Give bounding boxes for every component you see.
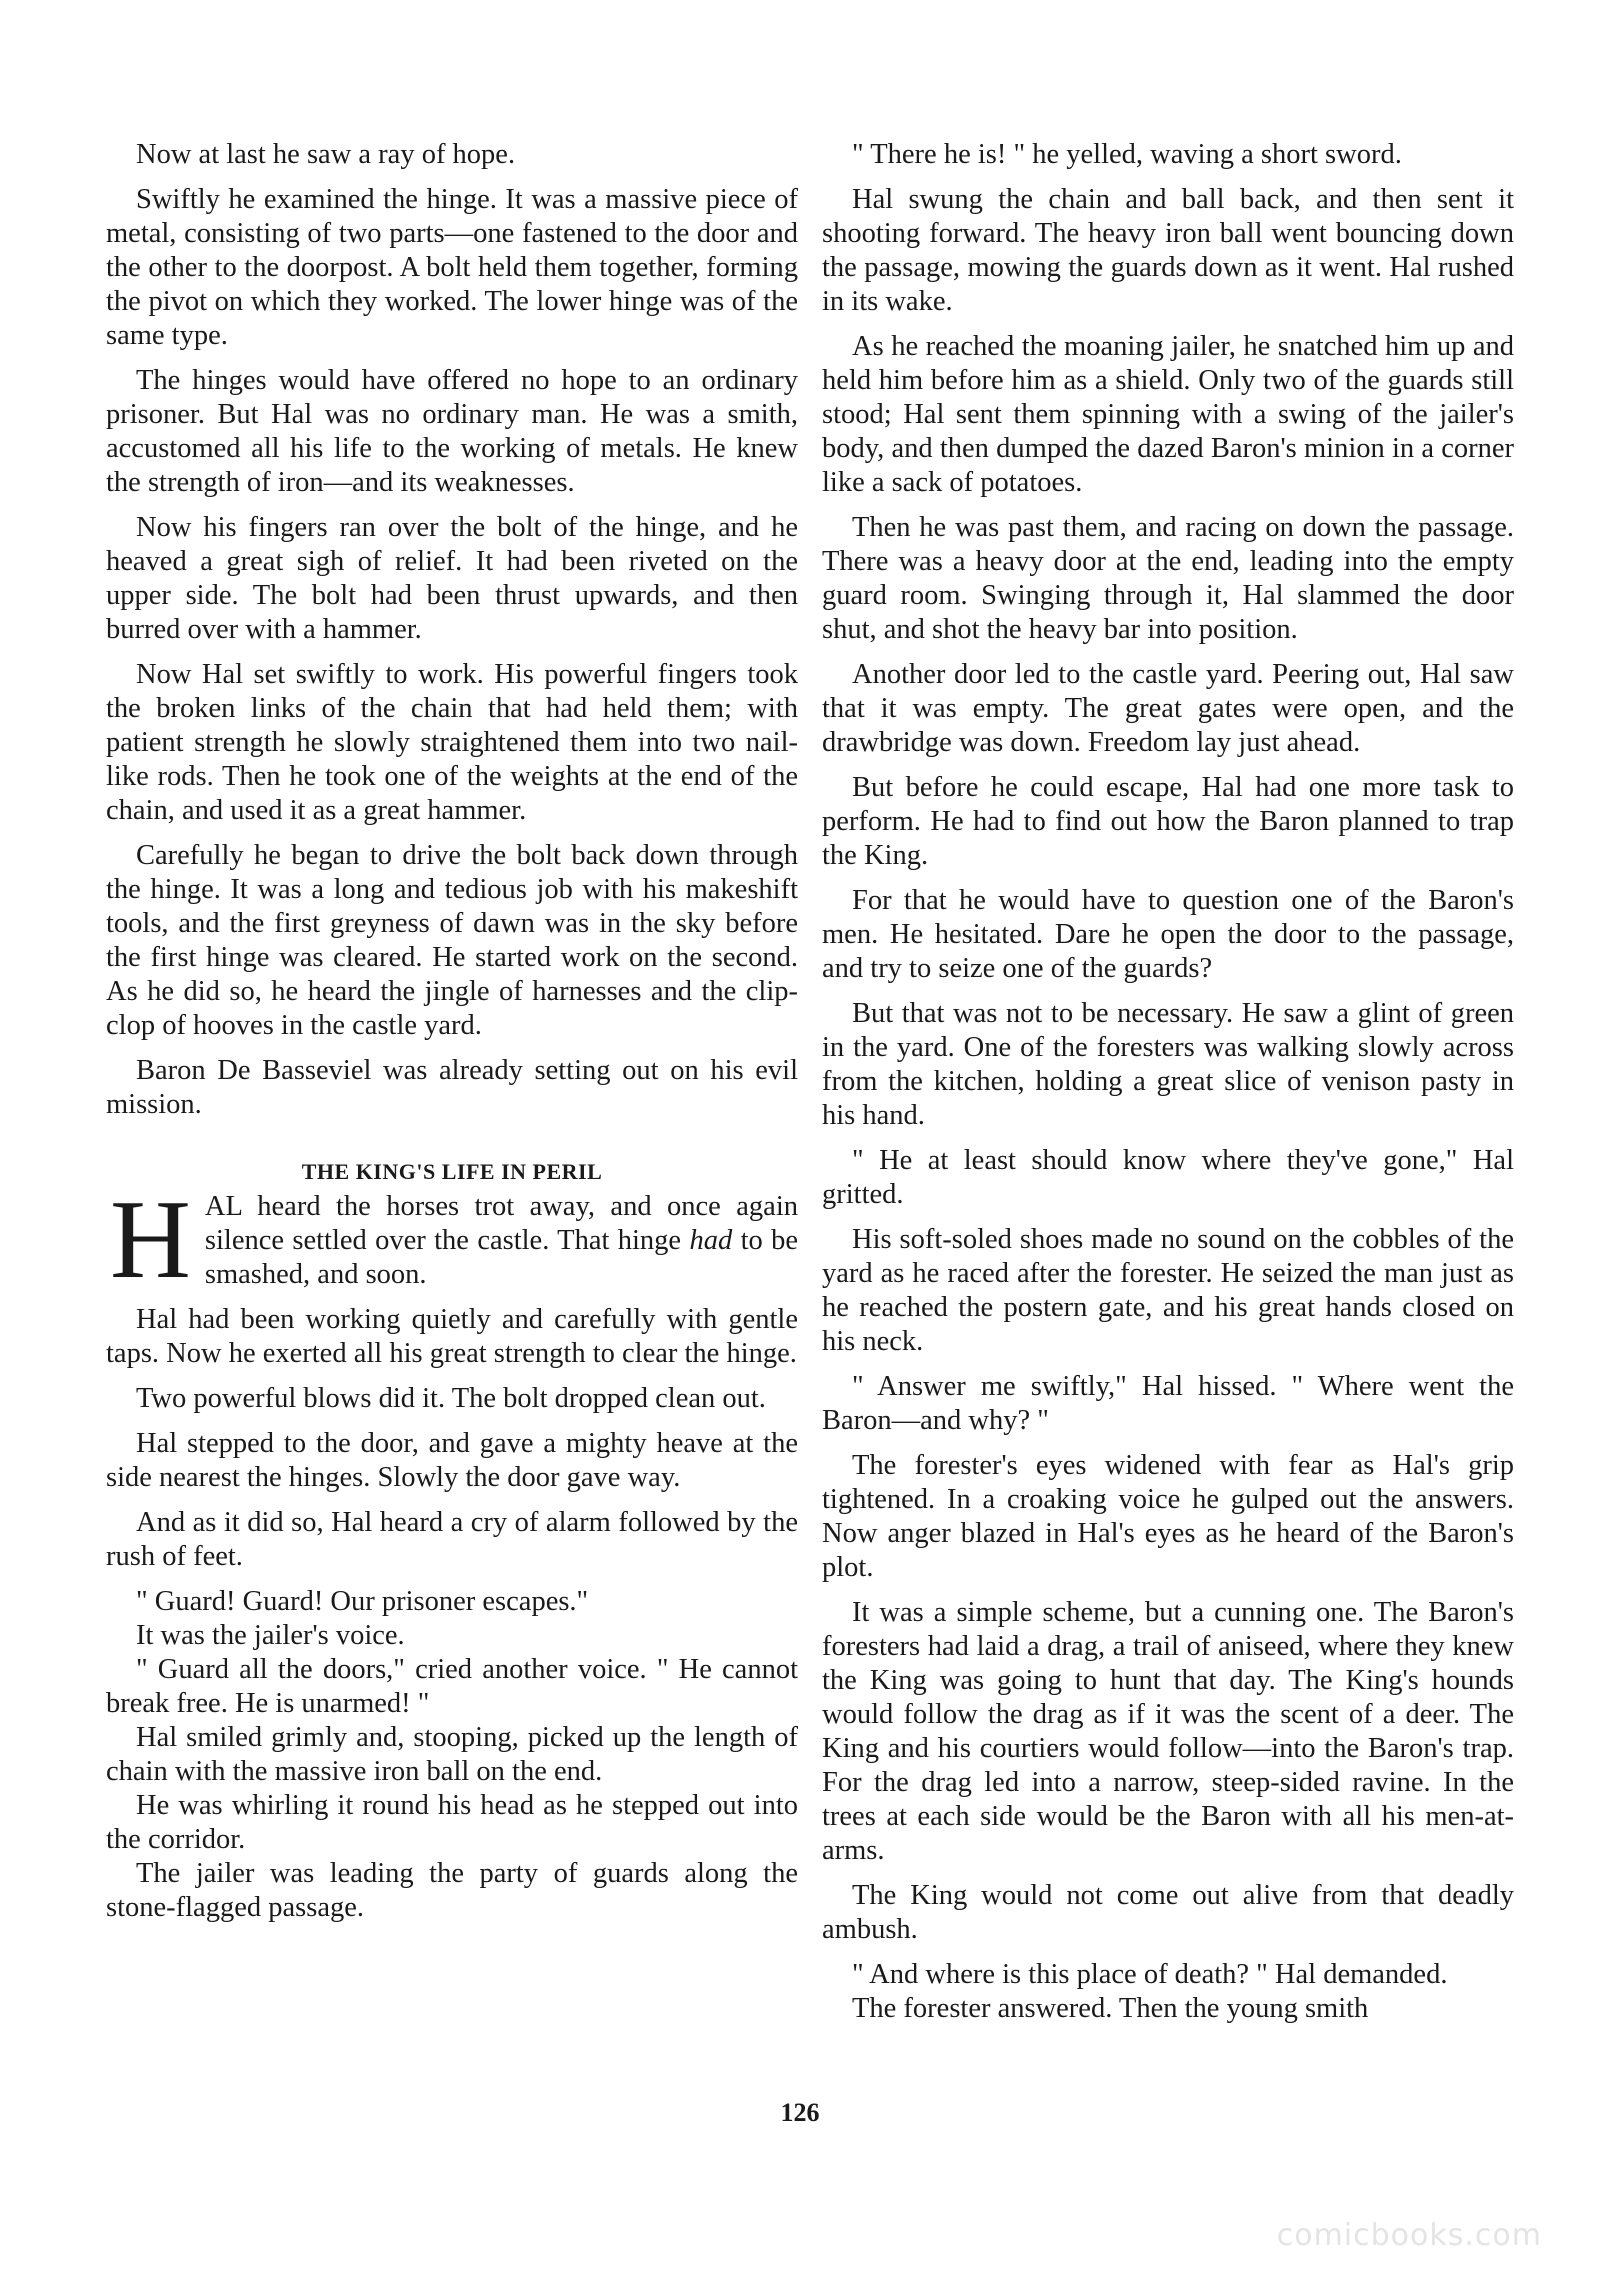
paragraph: The hinges would have offered no hope to an ordinary prisoner. But Hal was no ordinary man. He was a smith, accustomed all his life to the working of metals. He knew the strength of iron—and its weaknesses. <box>106 365 798 498</box>
emphasis-text: had <box>689 1225 733 1256</box>
paragraph: And as it did so, Hal heard a cry of alarm followed by the rush of feet. <box>106 1507 798 1572</box>
watermark: comicbooks.com <box>1276 2218 1542 2253</box>
paragraph: But that was not to be necessary. He saw a glint of green in the yard. One of the foresters was walking slowly across from the kitchen, holding a great slice of venison pasty in his hand. <box>822 998 1514 1131</box>
paragraph: Hal smiled grimly and, stooping, picked up the length of chain with the massive iron ball on the end. <box>106 1722 798 1787</box>
paragraph: Hal stepped to the door, and gave a mighty heave at the side nearest the hinges. Slowly the door gave way. <box>106 1428 798 1493</box>
dropcap-text-start: AL heard the horses trot away, and once again silence settled over the castle. That hinge <box>204 1191 798 1256</box>
paragraph: The King would not come out alive from that deadly ambush. <box>822 1880 1514 1945</box>
paragraph: Swiftly he examined the hinge. It was a massive piece of metal, consisting of two parts—one fastened to the door and the other to the doorpost. A bolt held them together, forming the pivot on which they worked. The lower hinge was of the same type. <box>106 184 798 351</box>
paragraph: It was the jailer's voice. <box>136 1620 405 1651</box>
dialogue-line: " Answer me swiftly," Hal hissed. " Where went the Baron—and why? " <box>822 1371 1514 1436</box>
paragraph: His soft-soled shoes made no sound on the cobbles of the yard as he raced after the forester. He seized the man just as he reached the postern gate, and his great hands closed on his neck. <box>822 1224 1514 1357</box>
paragraph: It was a simple scheme, but a cunning one. The Baron's foresters had laid a drag, a trail of aniseed, where they knew the King was going to hunt that day. The King's hounds would follow the drag as if it was the scent of a deer. The King and his courtiers would follow—into the Baron's trap. For the drag led into a narrow, steep-sided ravine. In the trees at each side would be the Baron with all his men-at-arms. <box>822 1597 1514 1866</box>
paragraph: Hal had been working quietly and carefully with gentle taps. Now he exerted all his great strength to clear the hinge. <box>106 1304 798 1369</box>
dropcap-paragraph <box>106 1178 798 1302</box>
paragraph: The forester answered. Then the young smith <box>852 1993 1369 2024</box>
drop-cap: H <box>110 1178 191 1302</box>
paragraph: Now his fingers ran over the bolt of the hinge, and he heaved a great sigh of relief. It had been riveted on the upper side. The bolt had been thrust upwards, and then burred over with a hammer. <box>106 512 798 645</box>
paragraph: Hal swung the chain and ball back, and then sent it shooting forward. The heavy iron ball went bouncing down the passage, mowing the guards down as it went. Hal rushed in its wake. <box>822 184 1514 317</box>
paragraph: Two powerful blows did it. The bolt dropped clean out. <box>136 1383 766 1414</box>
dropcap-text-end: to be smashed, and soon. <box>204 1225 798 1290</box>
paragraph: The forester's eyes widened with fear as Hal's grip tightened. In a croaking voice he gulped out the answers. Now anger blazed in Hal's eyes as he heard of the Baron's plot. <box>822 1450 1514 1583</box>
paragraph: For that he would have to question one of the Baron's men. He hesitated. Dare he open the door to the passage, and try to seize one of the guards? <box>822 885 1514 984</box>
paragraph: He was whirling it round his head as he stepped out into the corridor. <box>106 1790 798 1855</box>
left-column <box>106 138 798 1925</box>
paragraph: As he reached the moaning jailer, he snatched him up and held him before him as a shield. Only two of the guards still stood; Hal sent them spinning with a swing of the jailer's body, and then dumped the dazed Baron's minion in a corner like a sack of potatoes. <box>822 331 1514 498</box>
paragraph: Now Hal set swiftly to work. His powerful fingers took the broken links of the chain that had held them; with patient strength he slowly straightened them into two nail-like rods. Then he took one of the weights at the end of the chain, and used it as a great hammer. <box>106 659 798 826</box>
paragraph: Another door led to the castle yard. Peering out, Hal saw that it was empty. The great gates were open, and the drawbridge was down. Freedom lay just ahead. <box>822 659 1514 758</box>
section-heading: THE KING'S LIFE IN PERIL <box>301 1159 603 1184</box>
dialogue-line: " And where is this place of death? " Hal demanded. <box>852 1959 1448 1990</box>
paragraph: Then he was past them, and racing on down the passage. There was a heavy door at the end, leading into the empty guard room. Swinging through it, Hal slammed the door shut, and shot the heavy bar into position. <box>822 512 1514 645</box>
paragraph: Now at last he saw a ray of hope. <box>136 139 516 170</box>
paragraph: Carefully he began to drive the bolt back down through the hinge. It was a long and tedious job with his makeshift tools, and the first greyness of dawn was in the sky before the first hinge was cleared. He started work on the second. As he did so, he heard the jingle of harnesses and the clip-clop of hooves in the castle yard. <box>106 840 798 1041</box>
paragraph: The jailer was leading the party of guards along the stone-flagged passage. <box>106 1858 798 1923</box>
right-column <box>822 138 1514 2026</box>
page-number: 126 <box>780 2098 820 2127</box>
paragraph: But before he could escape, Hal had one more task to perform. He had to find out how the Baron planned to trap the King. <box>822 772 1514 871</box>
dialogue-line: " There he is! " he yelled, waving a short sword. <box>852 139 1402 170</box>
dialogue-line: " Guard all the doors," cried another voice. " He cannot break free. He is unarmed! " <box>106 1654 798 1719</box>
dialogue-line: " He at least should know where they've gone," Hal gritted. <box>822 1145 1514 1210</box>
paragraph: Baron De Basseviel was already setting out on his evil mission. <box>106 1055 798 1120</box>
dialogue-line: " Guard! Guard! Our prisoner escapes." <box>136 1586 589 1617</box>
